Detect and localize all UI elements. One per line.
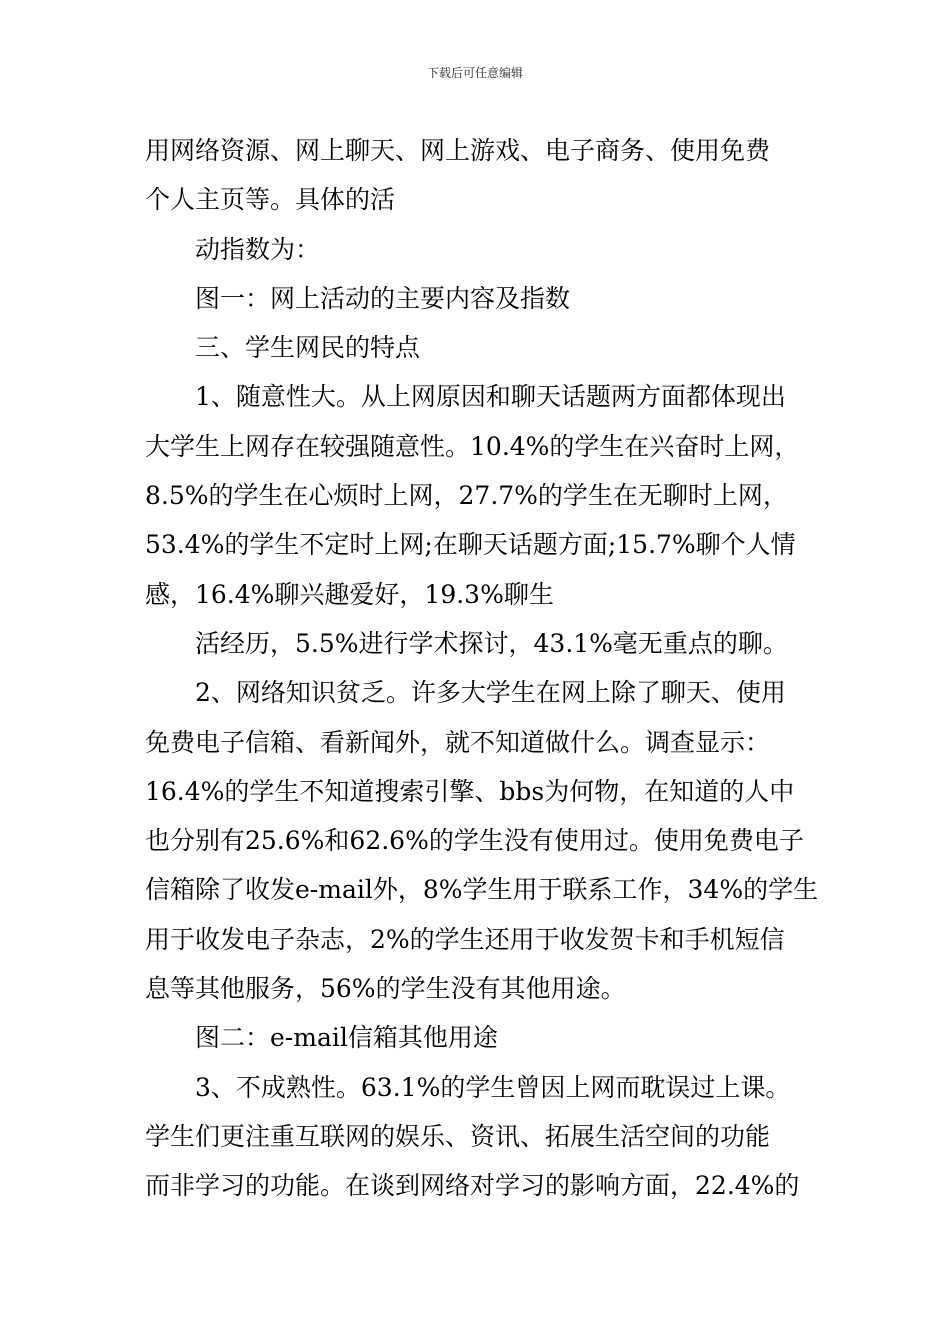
text-line: 3、不成熟性。63.1%的学生曾因上网而耽误过上课。 [195,1072,791,1102]
text-line: 2、网络知识贫乏。许多大学生在网上除了聊天、使用 [195,678,786,708]
text-line: 感，16.4%聊兴趣爱好，19.3%聊生 [145,579,554,609]
text-line: 用于收发电子杂志，2%的学生还用于收发贺卡和手机短信 [145,924,785,954]
text-line: 免费电子信箱、看新闻外，就不知道做什么。调查显示： [145,727,771,757]
text-line: 息等其他服务，56%的学生没有其他用途。 [145,974,626,1004]
page-header: 下载后可任意编辑 [426,66,523,80]
figure-caption: 图二：e-mail信箱其他用途 [195,1023,498,1053]
section-heading: 三、学生网民的特点 [195,333,421,363]
text-line: 而非学习的功能。在谈到网络对学习的影响方面，22.4%的 [145,1171,800,1201]
figure-caption: 图一：网上活动的主要内容及指数 [195,283,571,313]
text-line: 活经历，5.5%进行学术探讨，43.1%毫无重点的聊。 [195,628,788,658]
text-line: 动指数为： [195,234,321,264]
text-line: 也分别有25.6%和62.6%的学生没有使用过。使用免费电子 [145,826,804,856]
text-line: 用网络资源、网上聊天、网上游戏、电子商务、使用免费 [145,136,771,165]
text-line: 信箱除了收发e-mail外，8%学生用于联系工作，34%的学生 [145,875,819,905]
document-body [145,126,825,1211]
text-line: 53.4%的学生不定时上网;在聊天话题方面;15.7%聊个人情 [145,530,796,560]
text-line: 个人主页等。具体的活 [145,185,396,215]
text-line: 8.5%的学生在心烦时上网，27.7%的学生在无聊时上网， [145,481,788,511]
text-line: 学生们更注重互联网的娱乐、资讯、拓展生活空间的功能 [145,1121,771,1151]
text-line: 16.4%的学生不知道搜索引擎、bbs为何物，在知道的人中 [145,776,795,806]
text-line: 大学生上网存在较强随意性。10.4%的学生在兴奋时上网， [145,431,800,461]
text-line: 1、随意性大。从上网原因和聊天话题两方面都体现出 [195,382,786,412]
